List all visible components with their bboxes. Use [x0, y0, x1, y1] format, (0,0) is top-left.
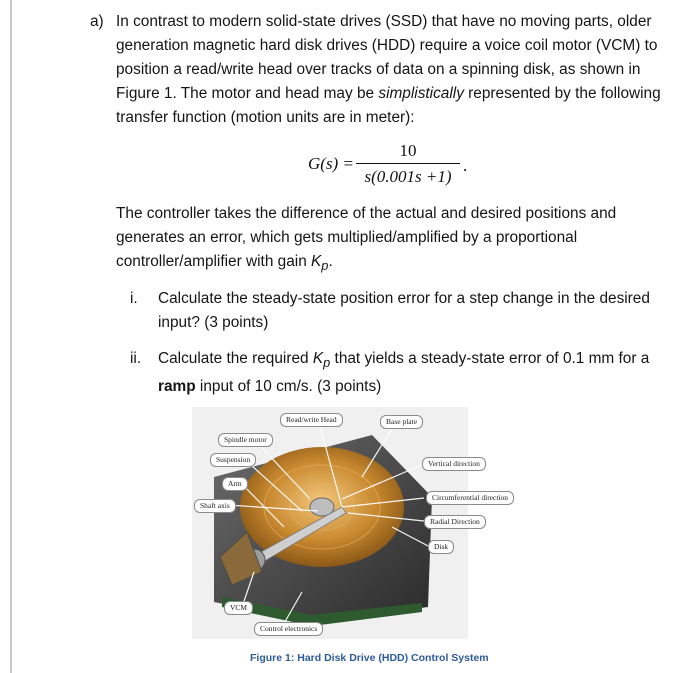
formula-trailing-period: . — [463, 156, 468, 175]
formula-numerator: 10 — [399, 141, 417, 160]
question-i-text: Calculate the steady-state position error for a step change in the desired input? (3 points) — [158, 290, 650, 331]
part-a-text-1: In contrast to modern solid-state drives (SSD) that have no moving parts, older generation magnetic hard disk drives (HDD) require a voice coil motor (VCM) to position a read/write head over tracks of data on a spinning disk, as shown in Figure 1. The motor and head may be — [116, 13, 658, 102]
part-a-italic: simplistically — [378, 85, 464, 102]
label-radial-direction: Radial Direction — [424, 515, 486, 529]
gain-subscript: p — [321, 258, 329, 274]
question-ii-number: ii. — [130, 350, 142, 367]
label-circumferential-direction: Circumferential direction — [426, 491, 514, 505]
controller-period: . — [328, 253, 333, 270]
part-a-body — [116, 10, 670, 130]
label-spindle-motor: Spindle motor — [218, 433, 273, 447]
formula-lhs: G(s) = — [308, 154, 354, 173]
page-left-border — [10, 0, 12, 673]
figure-caption: Figure 1: Hard Disk Drive (HDD) Control System — [250, 652, 489, 664]
controller-paragraph — [116, 202, 666, 278]
gain-symbol: K — [311, 253, 322, 270]
label-vcm: VCM — [224, 601, 253, 615]
controller-text: The controller takes the difference of the actual and desired positions and generates an error, which gets multiplied/amplified by a proportional controller/amplifier with gain — [116, 205, 617, 270]
part-a-text-2: represented by the following transfer function (motion units are in meter): — [116, 85, 661, 126]
label-vertical-direction: Vertical direction — [422, 457, 486, 471]
label-base-plate: Base plate — [380, 415, 423, 429]
part-a-label: a) — [90, 13, 104, 30]
bold-ramp: ramp — [158, 378, 196, 396]
label-suspension: Suspension — [210, 453, 256, 467]
formula-fraction — [356, 140, 460, 188]
part-a-paragraph — [90, 10, 670, 130]
fraction-bar — [356, 163, 460, 164]
question-ii-text: Calculate the required $K_p$ that yields a steady-state error of 0.1 mm for a ramp input of 10 cm/s. (3 points) — [158, 350, 650, 396]
question-i-number: i. — [130, 290, 138, 307]
label-control-electronics: Control electronics — [254, 622, 323, 636]
label-read-write-head: Read/write Head — [280, 413, 343, 427]
formula-denominator: s(0.001s +1) — [364, 167, 452, 186]
label-shaft-axis: Shaft axis — [194, 499, 236, 513]
hdd-figure — [192, 407, 509, 639]
label-arm: Arm — [222, 477, 248, 491]
label-disk: Disk — [428, 540, 454, 554]
